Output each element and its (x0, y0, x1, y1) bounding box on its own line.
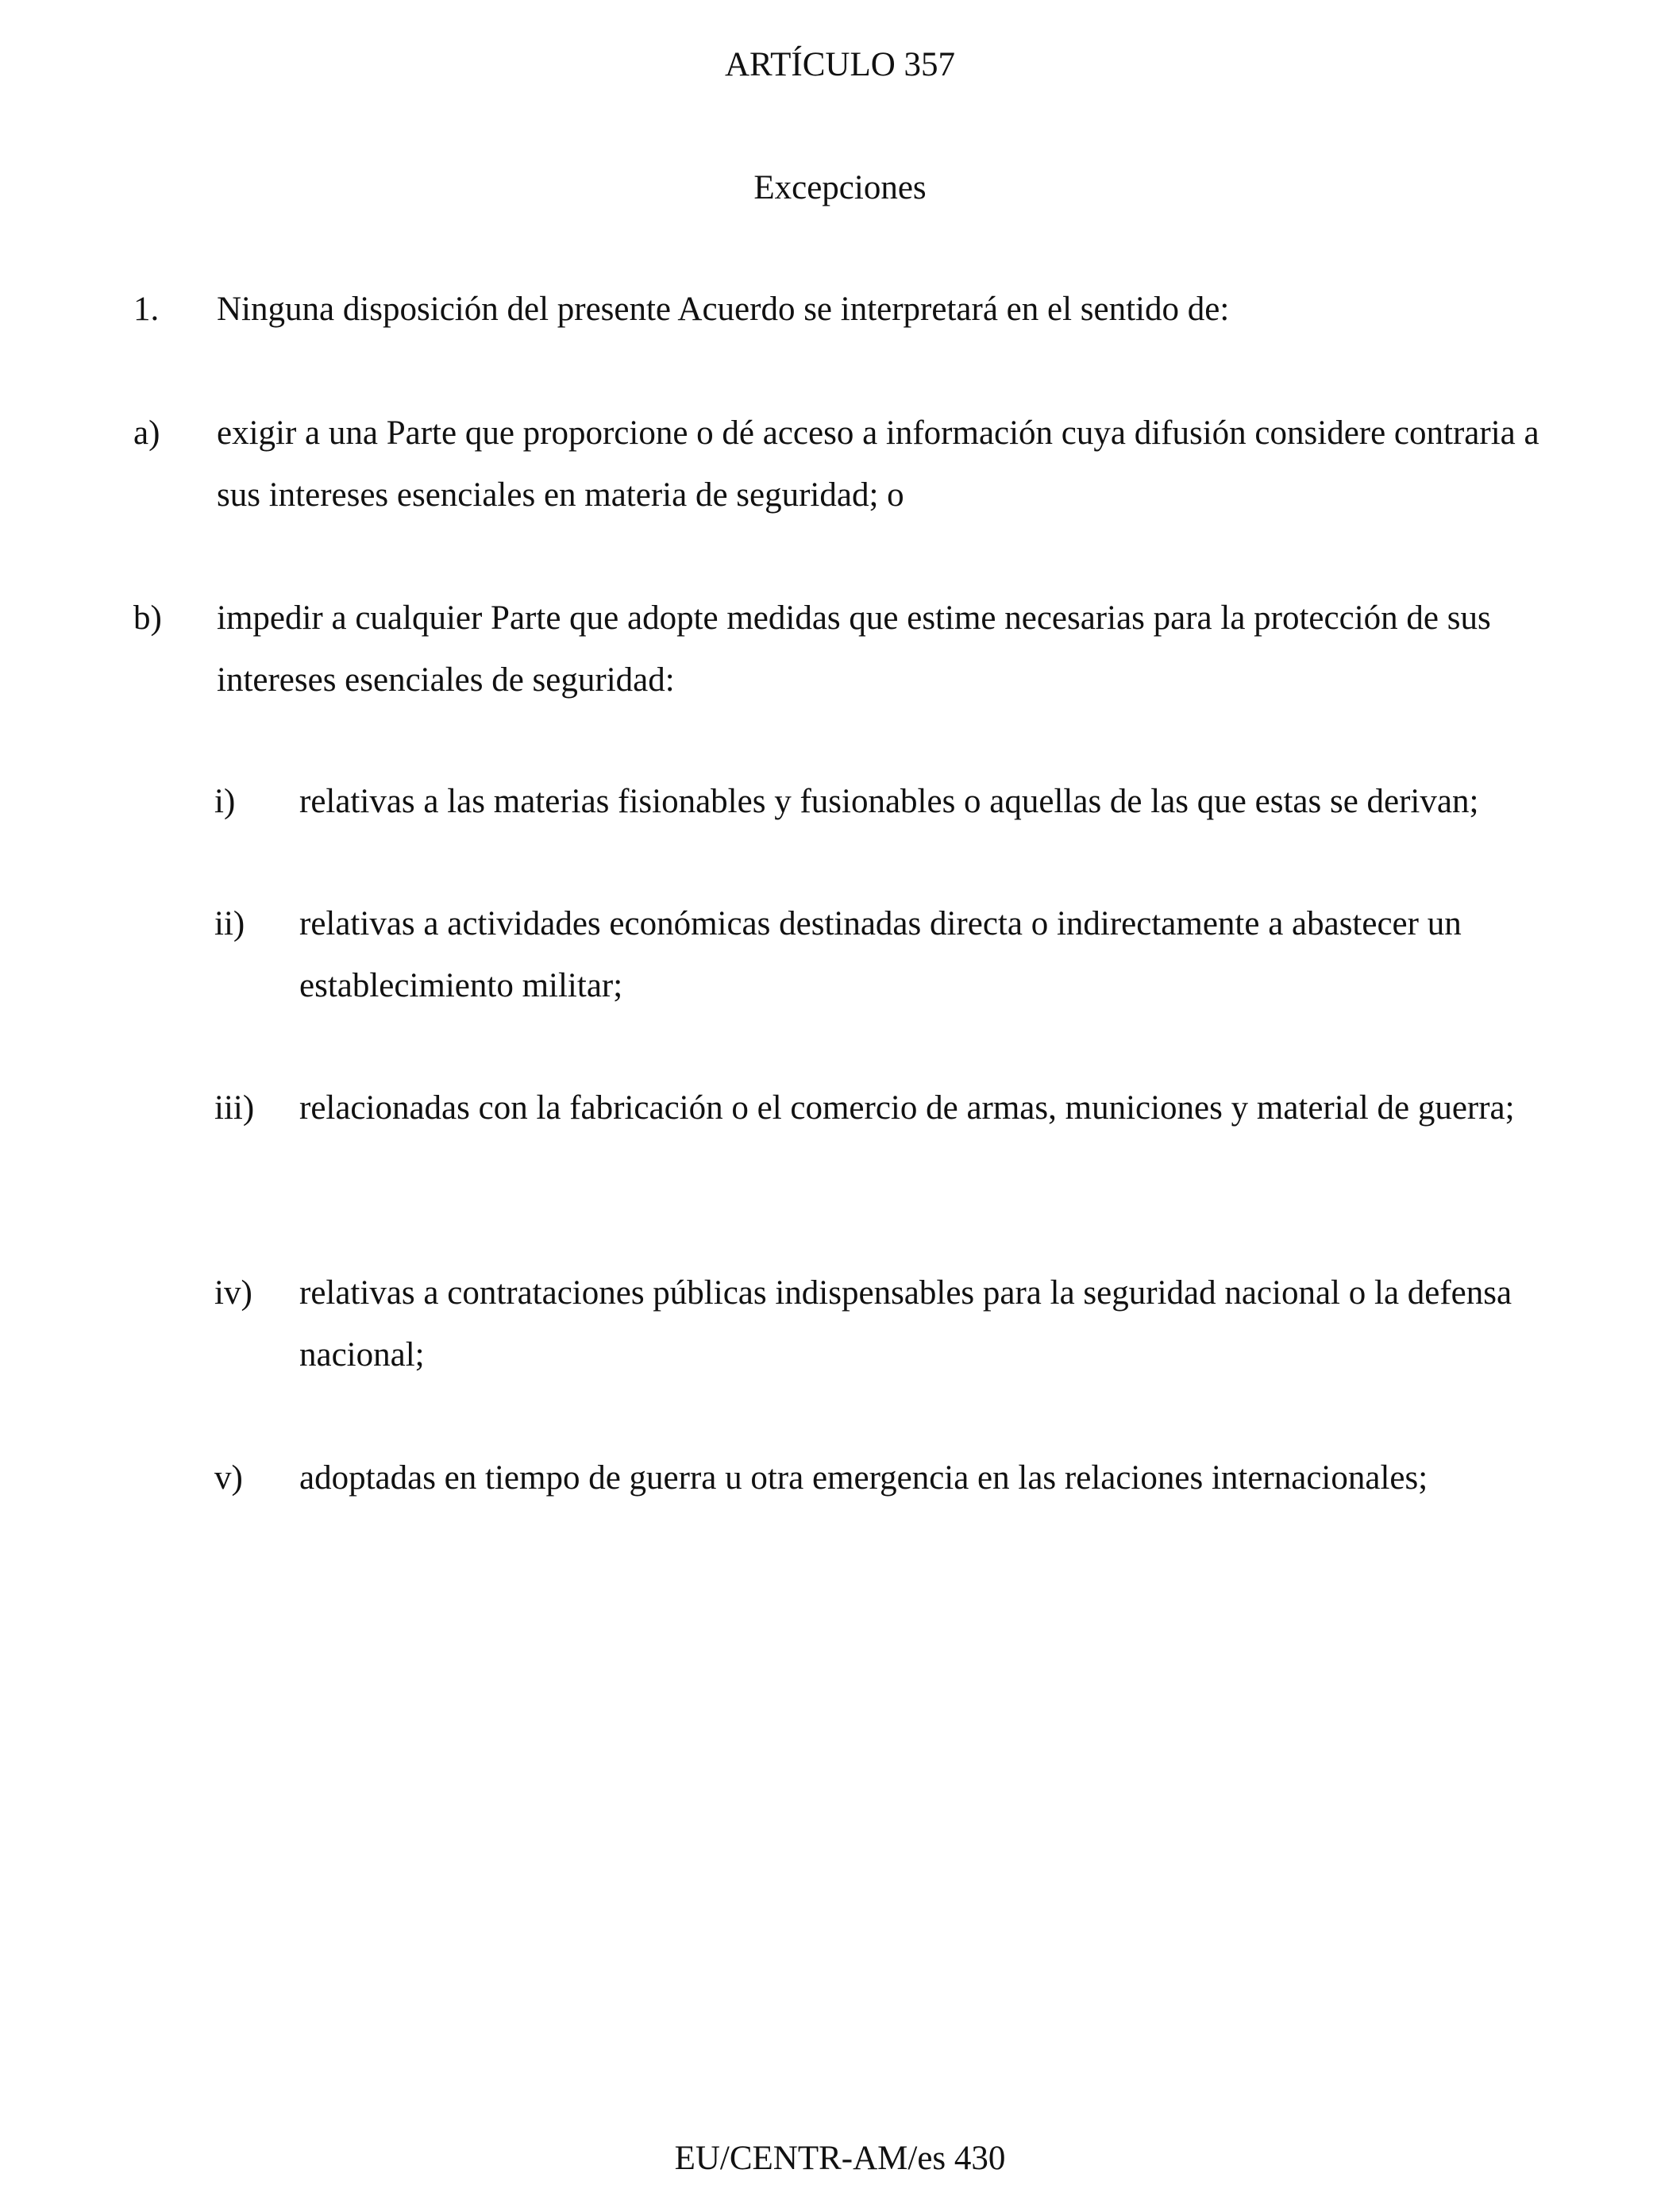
article-title: ARTÍCULO 357 (724, 46, 956, 83)
subitem-label: i) (214, 783, 236, 820)
item-label: a) (133, 414, 160, 452)
subitem-label: v) (214, 1459, 243, 1497)
subitem-text: relativas a las materias fisionables y fusionables o aquellas de las que estas se derivan; (299, 783, 1479, 820)
subitem-text: adoptadas en tiempo de guerra u otra emergencia en las relaciones internacionales; (299, 1459, 1428, 1497)
subitem-label: ii) (214, 905, 245, 942)
paragraph-number: 1. (133, 291, 160, 328)
subitem-text: relativas a actividades económicas destinadas directa o indirectamente a abastecer un establecimiento militar; (299, 905, 1462, 1004)
paragraph-text: Ninguna disposición del presente Acuerdo se interpretará en el sentido de: (217, 291, 1230, 328)
item-label: b) (133, 599, 162, 637)
subitem-label: iii) (214, 1089, 255, 1127)
subitem-label: iv) (214, 1274, 252, 1312)
item-text: impedir a cualquier Parte que adopte medidas que estime necesarias para la protección de sus intereses esenciales de seguridad: (217, 599, 1491, 699)
item-text: exigir a una Parte que proporcione o dé acceso a información cuya difusión considere contraria a sus intereses esenciales en materia de seguridad; o (217, 414, 1539, 514)
subitem-text: relativas a contrataciones públicas indispensables para la seguridad nacional o la defensa nacional; (299, 1274, 1512, 1374)
section-title: Excepciones (753, 169, 927, 206)
page-reference: EU/CENTR-AM/es 430 (674, 2140, 1006, 2177)
subitem-text: relacionadas con la fabricación o el comercio de armas, municiones y material de guerra; (299, 1089, 1515, 1127)
